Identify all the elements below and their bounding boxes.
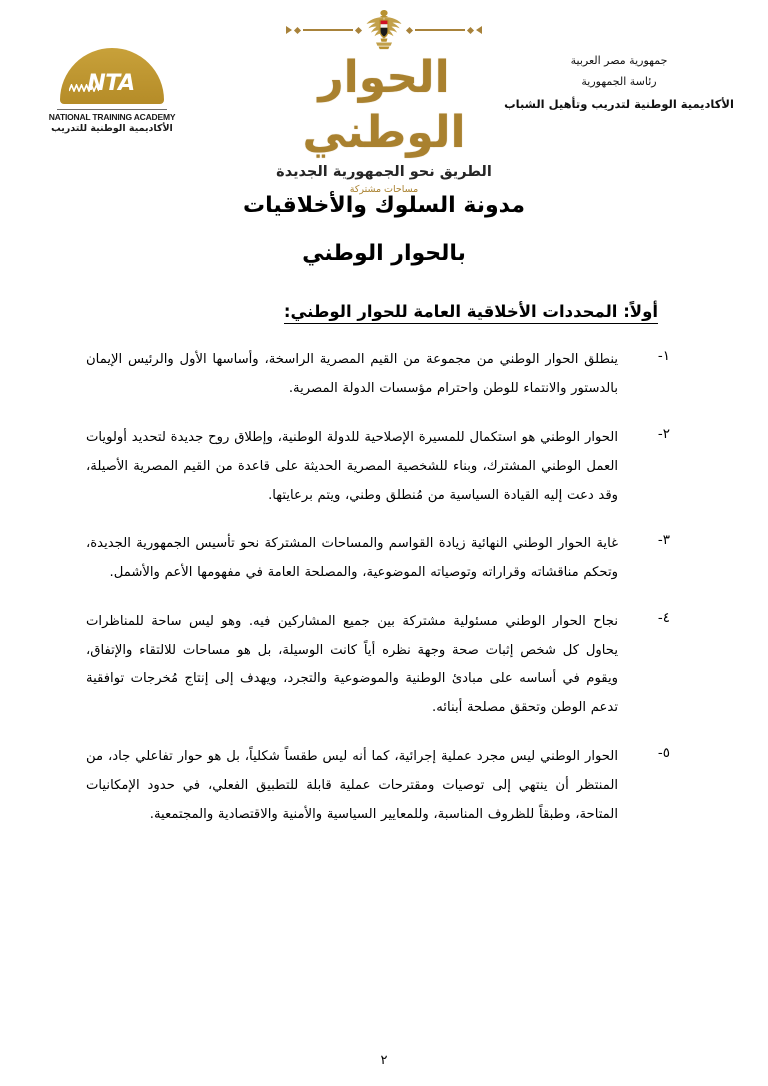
document-header [0,0,768,195]
clause-text: غاية الحوار الوطني النهائية زيادة القواسم والمساحات المشتركة نحو تأسيس الجمهورية الجديدة، وتحكم مناقشاته وقراراته وتوصياته الموضوعية، والمصلحة العامة في مفهومها الأعم والأشمل. [86,536,618,581]
logo-main-title: الحوار الوطني [302,52,466,158]
page-title [0,194,768,266]
clause-number: ٥- [657,744,670,761]
section-heading-text [284,302,658,324]
nta-arabic-name: الأكاديمية الوطنية للتدريب [51,123,173,134]
page-title-line-1: مدونة السلوك والأخلاقيات [243,193,525,218]
clause-list [86,346,670,829]
egypt-eagle-emblem-icon [364,8,404,52]
org-line-presidency: رئاسة الجمهورية [581,75,657,89]
ornament-line-left [404,26,482,34]
nta-divider [57,109,167,110]
ornament-line-right [286,26,364,34]
organization-identity-block [504,50,734,115]
section-heading [0,302,658,324]
clause-item [86,743,670,829]
org-line-academy: الأكاديمية الوطنية لتدريب وتأهيل الشباب [504,96,734,111]
clause-text: نجاح الحوار الوطني مسئولية مشتركة بين جميع المشاركين فيه. وهو ليس ساحة للمناظرات يحاول كل شخص إثبات صحة وجهة نظره أياً كانت الوسيلة، بل هو مساحات للالتقاء والإتفاق، ويقوم في أساسه على مبادئ الوطنية والموضوعية والتجرد، ويهدف إلى إنتاج مُخرجات توافقية تدعم الوطن وتحقق مصلحة أبنائه. [86,613,618,716]
clause-item [86,424,670,510]
page-number: ٢ [380,1053,388,1068]
clause-text: الحوار الوطني هو استكمال للمسيرة الإصلاحية للدولة الوطنية، وإطلاق روح جديدة لتحديد أولويات العمل الوطني المشترك، وبناء للشخصية المصرية الحديثة على قاعدة من القيم المصرية الأصيلة، وقد دعت إليه القيادة السياسية من مُنطلق وطني، ويتم برعايتها. [86,429,618,503]
nta-wordmark: NTA [87,71,135,96]
nta-logo [38,48,186,134]
clause-item [86,346,670,404]
emblem-ornament-row [254,8,514,52]
clause-number: ٤- [657,609,670,626]
nta-english-name: NATIONAL TRAINING ACADEMY [48,112,176,122]
logo-tagline: الطريق نحو الجمهورية الجديدة [276,164,492,180]
clause-number: ١- [657,348,670,365]
clause-item [86,608,670,723]
national-dialogue-logo [254,8,514,195]
clause-text: الحوار الوطني ليس مجرد عملية إجرائية، كما أنه ليس طقساً شكلياً، بل هو حوار تفاعلي جاد، من المنتظر أن ينتهي إلى توصيات ومقترحات عملية قابلة للتطبيق الفعلي، في حدود الإمكانيات المتاحة، وطبقاً للظروف المناسبة، وللمعايير السياسية والأمنية والاقتصادية والمجتمعية. [86,748,618,822]
section-heading-title: المحددات الأخلاقية العامة للحوار الوطني: [283,302,618,322]
clause-item [86,530,670,588]
clause-number: ٣- [657,532,670,549]
clause-number: ٢- [657,425,670,442]
logo-subtitle: مساحات مشتركة [349,184,419,195]
nta-arch-mark-icon [60,48,164,104]
section-heading-prefix: أولاً: [623,302,658,322]
page-title-line-2: بالحوار الوطني [302,241,466,267]
org-line-country: جمهورية مصر العربية [570,54,668,67]
clause-text: ينطلق الحوار الوطني من مجموعة من القيم المصرية الراسخة، وأساسها الأول والرئيس الإيمان بالدستور والانتماء للوطن واحترام مؤسسات الدولة المصرية. [86,352,618,397]
